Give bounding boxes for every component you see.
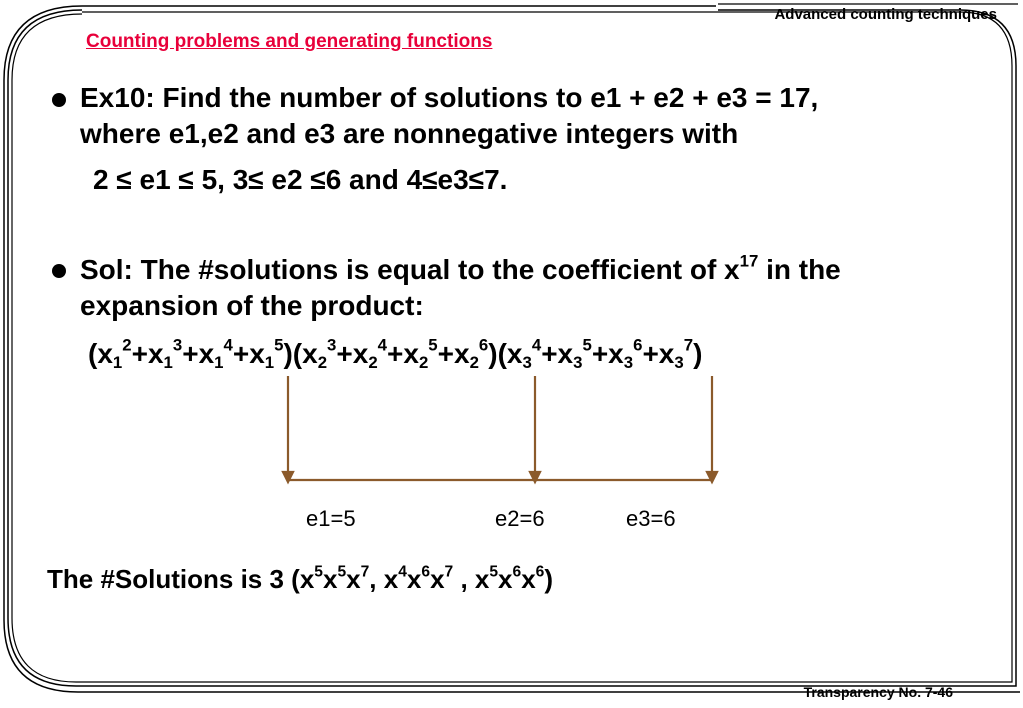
bullet-dot-2 [52, 264, 66, 283]
selection-arrows [283, 376, 717, 482]
label-e2: e2=6 [495, 506, 545, 531]
page-number: Transparency No. 7-46 [803, 684, 953, 700]
example-line-2: where e1,e2 and e3 are nonnegative integers with [80, 118, 739, 149]
answer-line: The #Solutions is 3 ($x^5x^5x^7$, $x^4x^6x^7$ , $x^5x^6x^6$) [47, 563, 554, 594]
answer-suffix: ) [544, 564, 554, 594]
answer-prefix: The #Solutions is 3 ( [47, 564, 300, 594]
slide-subtitle: Counting problems and generating functions [86, 31, 493, 52]
bullet-dot-1 [52, 93, 66, 112]
example-line-1: Ex10: Find the number of solutions to e1 + e2 + e3 = 17, [80, 82, 819, 113]
header-title: Advanced counting techniques [774, 6, 997, 23]
solution-suffix: in the [758, 254, 841, 285]
generating-product: $(x_1^2+x_1^3+x_1^4+x_1^5)(x_2^3+x_2^4+x_2^5+x_2^6)(x_3^4+x_3^5+x_3^6+x_3^7)$ [88, 335, 703, 373]
constraints-line: 2 ≤ e1 ≤ 5, 3≤ e2 ≤6 and 4≤e3≤7. [93, 164, 508, 195]
solution-prefix: Sol: The #solutions is equal to the coefficient of x [80, 254, 740, 285]
label-e3: e3=6 [626, 506, 676, 531]
solution-power: 17 [739, 251, 759, 271]
solution-line-2: expansion of the product: [80, 290, 424, 321]
label-e1: e1=5 [306, 506, 356, 531]
solution-line-1 [80, 252, 841, 288]
